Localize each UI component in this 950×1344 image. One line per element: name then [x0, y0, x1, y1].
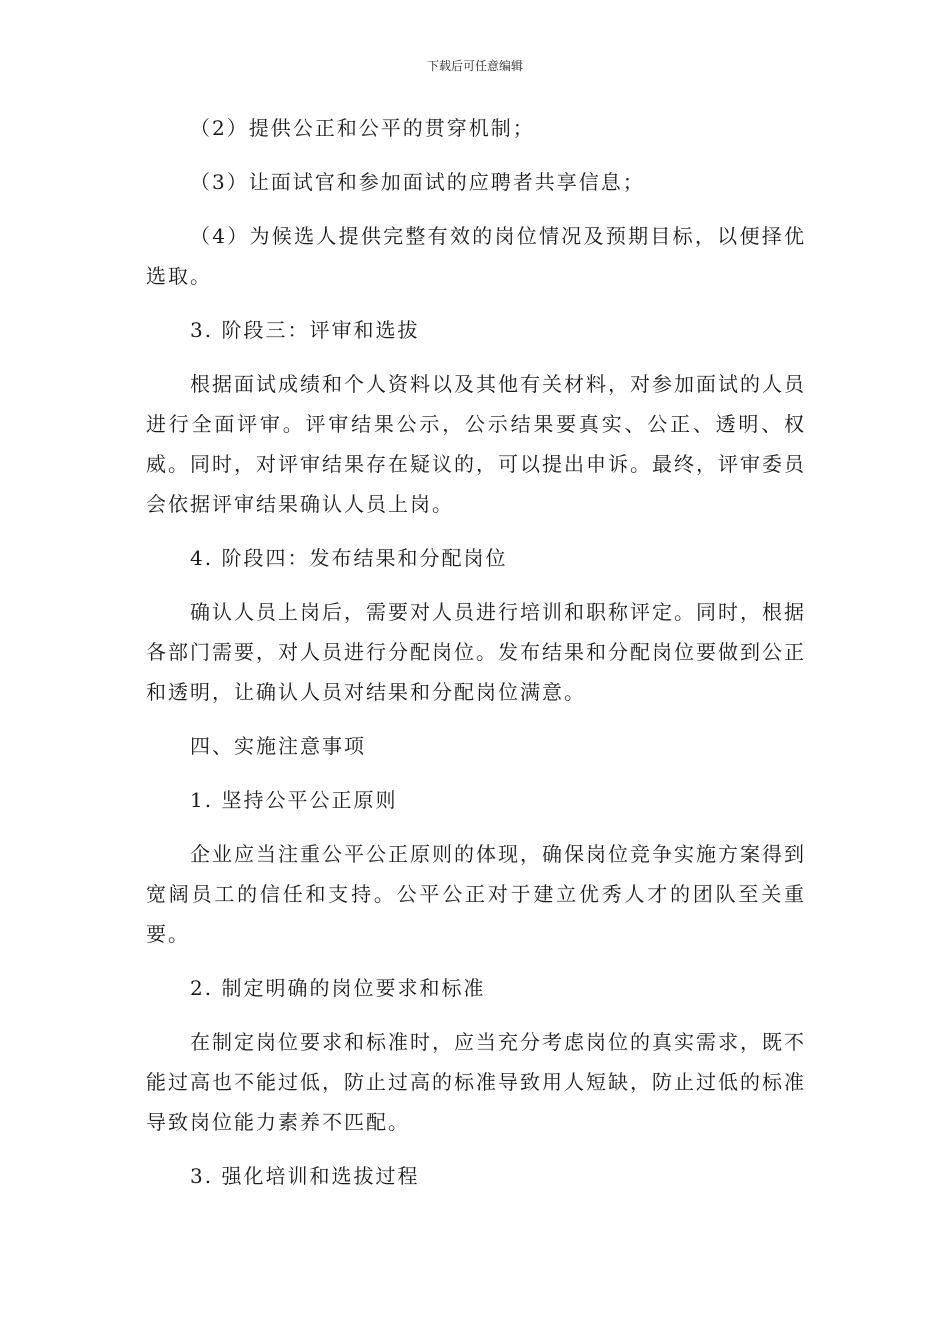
body-paragraph-requirements: 在制定岗位要求和标准时，应当充分考虑岗位的真实需求，既不能过高也不能过低，防止过高的标准导致用人短缺，防止过低的标准导致岗位能力素养不匹配。: [146, 1030, 806, 1134]
chapter-heading-notes: 四、实施注意事项: [190, 734, 366, 758]
body-paragraph-assignment: 确认人员上岗后，需要对人员进行培训和职称评定。同时，根据各部门需要，对人员进行分配岗位。发布结果和分配岗位要做到公正和透明，让确认人员对结果和分配岗位满意。: [146, 600, 806, 704]
section-heading-training: 3. 强化培训和选拔过程: [190, 1164, 420, 1188]
list-item-4: （4）为候选人提供完整有效的岗位情况及预期目标，以便择优选取。: [146, 224, 806, 288]
page-header: 下载后可任意编辑: [426, 59, 523, 73]
section-heading-requirements: 2. 制定明确的岗位要求和标准: [190, 976, 486, 1000]
body-paragraph-review: 根据面试成绩和个人资料以及其他有关材料，对参加面试的人员进行全面评审。评审结果公示，公示结果要真实、公正、透明、权威。同时，对评审结果存在疑议的，可以提出申诉。最终，评审委员会依据评审结果确认人员上岗。: [146, 372, 806, 516]
section-heading-stage-3: 3. 阶段三：评审和选拔: [190, 318, 420, 342]
section-heading-fairness: 1. 坚持公平公正原则: [190, 788, 398, 812]
document-body: [146, 108, 806, 1210]
list-item-2: （2）提供公正和公平的贯穿机制；: [190, 116, 535, 140]
body-paragraph-fairness: 企业应当注重公平公正原则的体现，确保岗位竞争实施方案得到宽阔员工的信任和支持。公平公正对于建立优秀人才的团队至关重要。: [146, 842, 806, 946]
section-heading-stage-4: 4. 阶段四：发布结果和分配岗位: [190, 546, 508, 570]
list-item-3: （3）让面试官和参加面试的应聘者共享信息；: [190, 170, 645, 194]
